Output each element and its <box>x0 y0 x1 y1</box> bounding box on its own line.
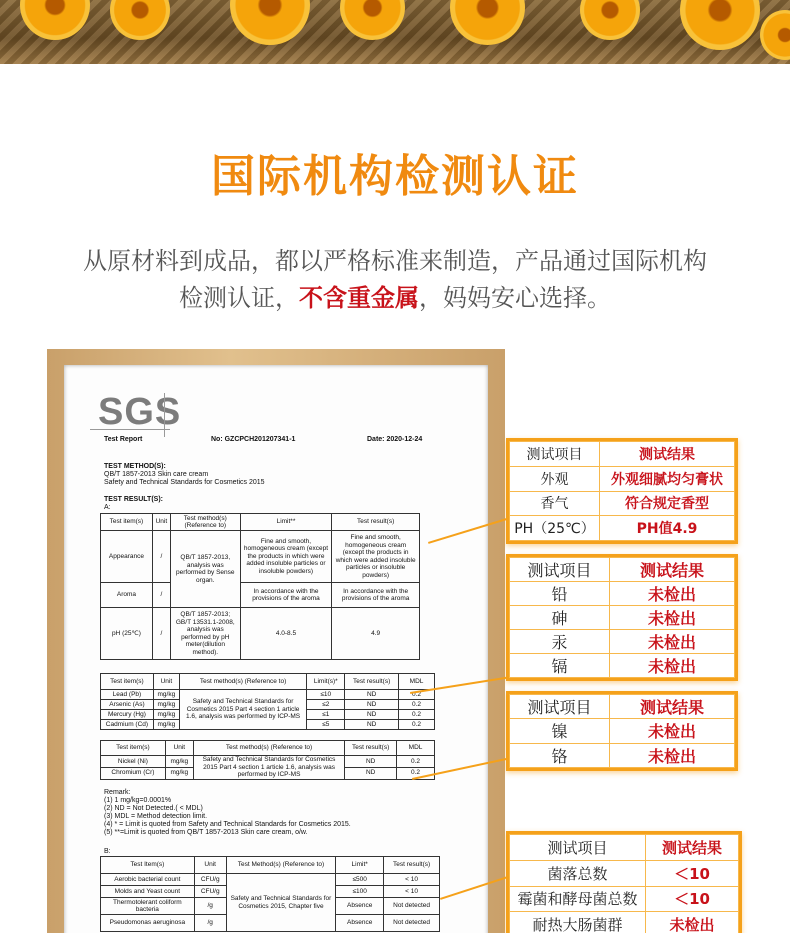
td: Fine and smooth, homogeneous cream (except the products in which were added insoluble particles or insoluble powders) <box>240 531 332 583</box>
callout-item: 汞 <box>510 630 610 654</box>
callout-result: ＜10 <box>646 860 739 886</box>
td: Nickel (Ni) <box>101 756 166 768</box>
callout-result: 未检出 <box>646 912 739 933</box>
th: Limit** <box>240 514 332 531</box>
td: Absence <box>336 915 384 932</box>
callout-table <box>509 557 735 678</box>
td: 0.2 <box>397 767 435 779</box>
td: /g <box>194 915 226 932</box>
td: 4.0-8.5 <box>240 608 332 660</box>
th: Unit <box>153 674 179 690</box>
subtitle-line-1: 从原材料到成品，都以严格标准来制造，产品通过国际机构 <box>83 247 707 275</box>
callout-table <box>509 441 735 541</box>
heavy-metal-table <box>100 673 435 730</box>
th: Test method(s) (Reference to) <box>193 741 344 756</box>
callout-item: 香气 <box>510 491 600 516</box>
callout-item: 砷 <box>510 606 610 630</box>
td: Thermotolerant coliform bacteria <box>101 898 195 915</box>
remark-line: (5) **=Limit is quoted from QB/T 1857-2013 Skin care cream, o/w. <box>104 829 308 836</box>
td: QB/T 1857-2013; GB/T 13531.1-2008, analysis was performed by pH meter(dilution method). <box>170 608 240 660</box>
heavy-metal-callout <box>506 554 738 681</box>
subtitle-text: ，妈妈安心选择。 <box>419 284 611 312</box>
td: ND <box>345 720 399 730</box>
callout-result: 外观细腻均匀膏状 <box>600 466 735 491</box>
callout-item: 铅 <box>510 582 610 606</box>
th: Unit <box>152 514 170 531</box>
td: CFU/g <box>194 886 226 898</box>
td: Mercury (Hg) <box>101 710 154 720</box>
td: Aerobic bacterial count <box>101 874 195 886</box>
td: ≤2 <box>307 700 345 710</box>
sensory-results-callout <box>506 438 738 544</box>
td: Chromium (Cr) <box>101 767 166 779</box>
td: Pseudomonas aeruginosa <box>101 915 195 932</box>
result-heading: TEST RESULT(S): <box>104 496 163 503</box>
callout-result: 未检出 <box>610 654 735 678</box>
th: Test result(s) <box>345 674 399 690</box>
td: mg/kg <box>153 710 179 720</box>
th: Test result(s) <box>332 514 420 531</box>
td: ND <box>345 700 399 710</box>
subtitle-line-2 <box>40 280 750 317</box>
td: mg/kg <box>153 690 179 700</box>
th: Test item(s) <box>101 741 166 756</box>
td: ≤500 <box>336 874 384 886</box>
report-label: Test Report <box>104 436 143 443</box>
method-heading: TEST METHOD(S): <box>104 463 166 470</box>
callout-item: 外观 <box>510 466 600 491</box>
callout-result: 未检出 <box>610 606 735 630</box>
td: 0.2 <box>399 720 435 730</box>
no-heavy-metal-highlight: 不含重金属 <box>299 284 419 312</box>
td: Lead (Pb) <box>101 690 154 700</box>
callout-item: 耐热大肠菌群 <box>510 912 646 933</box>
remark-line: (3) MDL = Method detection limit. <box>104 813 208 820</box>
td: Arsenic (As) <box>101 700 154 710</box>
th: Test item(s) <box>101 674 154 690</box>
callout-header: 测试项目 <box>510 558 610 582</box>
callout-header: 测试结果 <box>600 442 735 467</box>
td: ND <box>345 767 397 779</box>
callout-header: 测试项目 <box>510 442 600 467</box>
td: 0.2 <box>399 700 435 710</box>
td: Safety and Technical Standards for Cosmetics 2015 Part 4 section 1 article 1.6, analysis was performed by ICP-MS <box>179 690 306 730</box>
nickel-chromium-table <box>100 740 435 780</box>
callout-header: 测试项目 <box>510 695 610 719</box>
callout-result: 未检出 <box>610 719 735 743</box>
td: Absence <box>336 898 384 915</box>
callout-item: PH（25℃） <box>510 516 600 541</box>
microbial-callout <box>506 831 742 933</box>
method-line: QB/T 1857-2013 Skin care cream <box>104 471 209 478</box>
td: Aroma <box>101 583 153 608</box>
callout-result: 符合规定香型 <box>600 491 735 516</box>
callout-header: 测试结果 <box>610 558 735 582</box>
callout-item: 铬 <box>510 743 610 767</box>
callout-result: 未检出 <box>610 743 735 767</box>
th: Test method(s) (Reference to) <box>179 674 306 690</box>
td: ≤1 <box>307 710 345 720</box>
certificate-frame <box>47 349 505 933</box>
td: mg/kg <box>153 720 179 730</box>
td: ≤100 <box>336 886 384 898</box>
th: Limit* <box>336 857 384 874</box>
td: mg/kg <box>153 700 179 710</box>
callout-header: 测试项目 <box>510 835 646 861</box>
calendula-basket-photo <box>0 0 790 64</box>
td: / <box>152 531 170 583</box>
td: ≤10 <box>307 690 345 700</box>
callout-result: PH值4.9 <box>600 516 735 541</box>
microbial-table <box>100 856 440 932</box>
remark-line: (1) 1 mg/kg=0.0001% <box>104 797 172 804</box>
method-line: Safety and Technical Standards for Cosmetics 2015 <box>104 479 265 486</box>
th: MDL <box>397 741 435 756</box>
section-a-label: A: <box>104 504 111 511</box>
td: Molds and Yeast count <box>101 886 195 898</box>
td: In accordance with the provisions of the aroma <box>240 583 332 608</box>
td: / <box>152 583 170 608</box>
td: < 10 <box>384 874 440 886</box>
td: Not detected <box>384 915 440 932</box>
td: ND <box>345 690 399 700</box>
sensory-table <box>100 513 420 660</box>
section-subtitle <box>40 243 750 317</box>
th: Unit <box>194 857 226 874</box>
th: Test Method(s) (Reference to) <box>226 857 336 874</box>
subtitle-text: 检测认证， <box>179 284 299 312</box>
section-b-label: B: <box>104 848 111 855</box>
th: Limit(s)* <box>307 674 345 690</box>
section-title: 国际机构检测认证 <box>211 151 579 202</box>
th: Test result(s) <box>345 741 397 756</box>
td: / <box>152 608 170 660</box>
callout-item: 菌落总数 <box>510 860 646 886</box>
td: Appearance <box>101 531 153 583</box>
th: Unit <box>165 741 193 756</box>
report-date: Date: 2020-12-24 <box>367 436 423 443</box>
callout-result: 未检出 <box>610 630 735 654</box>
callout-table <box>509 834 739 933</box>
td: 0.2 <box>399 710 435 720</box>
remark-line: (2) ND = Not Detected.( < MDL) <box>104 805 203 812</box>
td: QB/T 1857-2013, analysis was performed by Sense organ. <box>170 531 240 608</box>
remark-line: Remark: <box>104 789 131 796</box>
logo-rule <box>164 393 165 437</box>
th: Test method(s) (Reference to) <box>170 514 240 531</box>
td: Cadmium (Cd) <box>101 720 154 730</box>
td: ≤5 <box>307 720 345 730</box>
logo-rule <box>90 429 170 430</box>
td: Fine and smooth, homogeneous cream (except the products in which were added insoluble particles or insoluble powders) <box>332 531 420 583</box>
td: ND <box>345 756 397 768</box>
remark-line: (4) * = Limit is quoted from Safety and Technical Standards for Cosmetics 2015. <box>104 821 351 828</box>
callout-table <box>509 694 735 768</box>
callout-result: 未检出 <box>610 582 735 606</box>
callout-item: 镍 <box>510 719 610 743</box>
td: 4.9 <box>332 608 420 660</box>
callout-header: 测试结果 <box>646 835 739 861</box>
td: /g <box>194 898 226 915</box>
callout-result: ＜10 <box>646 886 739 912</box>
sgs-test-report <box>64 365 488 933</box>
th: Test Item(s) <box>101 857 195 874</box>
td: 0.2 <box>399 690 435 700</box>
td: Safety and Technical Standards for Cosmetics 2015 Part 4 section 1 article 1.6, analysis was performed by ICP-MS <box>193 756 344 780</box>
td: mg/kg <box>165 767 193 779</box>
td: In accordance with the provisions of the aroma <box>332 583 420 608</box>
callout-item: 镉 <box>510 654 610 678</box>
td: pH (25℃) <box>101 608 153 660</box>
td: Not detected <box>384 898 440 915</box>
th: MDL <box>399 674 435 690</box>
sgs-logo: SGS <box>98 391 182 433</box>
td: mg/kg <box>165 756 193 768</box>
td: CFU/g <box>194 874 226 886</box>
td: 0.2 <box>397 756 435 768</box>
th: Test item(s) <box>101 514 153 531</box>
report-number: No: GZCPCH201207341-1 <box>211 436 296 443</box>
callout-header: 测试结果 <box>610 695 735 719</box>
td: ND <box>345 710 399 720</box>
td: Safety and Technical Standards for Cosmetics 2015, Chapter five <box>226 874 336 932</box>
td: < 10 <box>384 886 440 898</box>
th: Test result(s) <box>384 857 440 874</box>
callout-item: 霉菌和酵母菌总数 <box>510 886 646 912</box>
nickel-chromium-callout <box>506 691 738 771</box>
